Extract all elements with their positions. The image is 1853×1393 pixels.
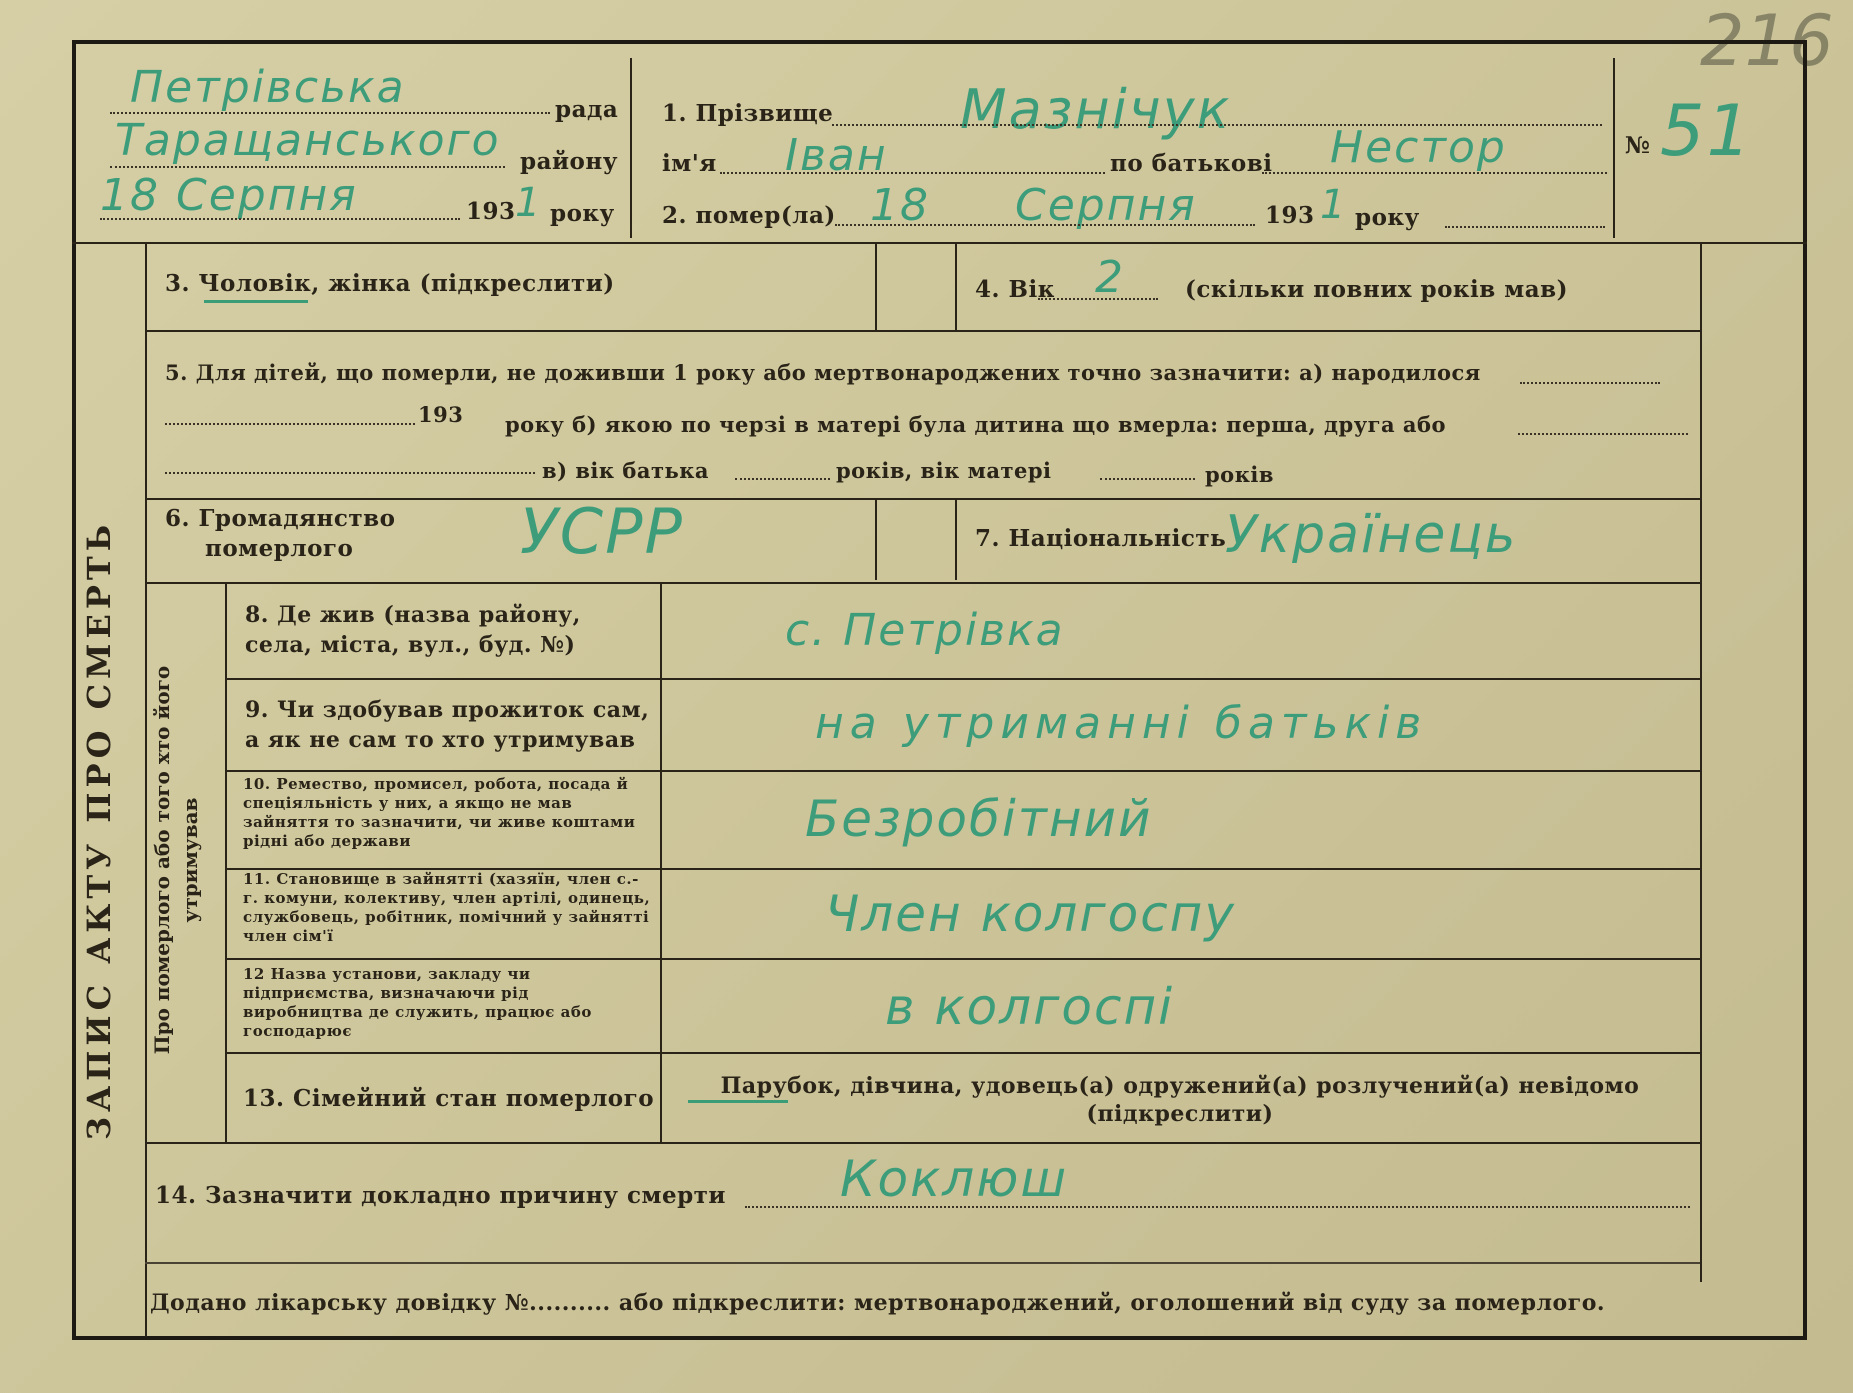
surname-handwritten: Мазнічук bbox=[960, 78, 1232, 141]
vertical-group-title: Про померлого або того хто його утримував bbox=[150, 665, 202, 1055]
death-year-digit-handwritten: 1 bbox=[1320, 182, 1348, 228]
child-info-line2: року б) якою по черзі в матері була дитина що вмерла: перша, друга або bbox=[505, 412, 1447, 437]
child-info-line1: 5. Для дітей, що померли, не доживши 1 року або мертвонароджених точно зазначити: а) народилося bbox=[165, 360, 1481, 385]
header-divider bbox=[630, 58, 632, 238]
child-info-line3: в) вік батька bbox=[542, 458, 710, 483]
support-handwritten: на утриманні батьків bbox=[815, 698, 1428, 749]
form-frame bbox=[72, 40, 1807, 1340]
position-handwritten: Член колгоспу bbox=[825, 885, 1236, 943]
roku-label: року bbox=[550, 200, 615, 227]
name-handwritten: Іван bbox=[785, 130, 888, 181]
record-number-label: № bbox=[1625, 132, 1651, 159]
occupation-handwritten: Безробітний bbox=[805, 790, 1153, 848]
left-title-column-line bbox=[145, 242, 147, 1337]
number-box-divider bbox=[1613, 58, 1615, 238]
position-label: 11. Становище в зайнятті (хазяїн, член с.-г. комуни, колективу, член артілі, одинець, службовець, робітник, помічний у зайнятті член сім'ї bbox=[243, 870, 651, 945]
death-date-label: 2. помер(ла) bbox=[662, 202, 836, 229]
death-day-handwritten: 18 bbox=[870, 180, 930, 231]
citizenship-label1: 6. Громадянство bbox=[165, 505, 396, 532]
marital-status-options: Парубок, дівчина, удовець(а) одружений(а) розлучений(а) невідомо (підкреслити) bbox=[720, 1073, 1640, 1127]
age-suffix: (скільки повних років мав) bbox=[1185, 276, 1569, 303]
marital-status-label: 13. Сімейний стан померлого bbox=[243, 1085, 655, 1112]
sex-label: 3. Чоловік, жінка (підкреслити) bbox=[165, 270, 615, 297]
vertical-form-title: ЗАПИС АКТУ ПРО СМЕРТЬ bbox=[80, 519, 118, 1140]
sex-underline bbox=[204, 300, 308, 303]
workplace-handwritten: в колгоспі bbox=[885, 978, 1175, 1036]
death-year-prefix: 193 bbox=[1265, 202, 1315, 229]
occupation-label: 10. Ремество, промисел, робота, посада й спеціяльність у них, а якщо не мав зайняття то зазначити, чи живе коштами рідні або держави bbox=[243, 775, 636, 850]
child-info-line3c: років bbox=[1205, 462, 1274, 487]
rada-label: рада bbox=[555, 96, 619, 123]
date-handwritten: 18 Серпня bbox=[100, 170, 358, 221]
residence-label: 8. Де жив (назва району, села, міста, вул., буд. №) bbox=[245, 602, 581, 658]
residence-handwritten: с. Петрівка bbox=[785, 605, 1065, 656]
year-prefix: 193 bbox=[466, 198, 516, 225]
rayon-handwritten: Таращанського bbox=[115, 115, 501, 166]
surname-label: 1. Прізвище bbox=[662, 100, 834, 127]
rayon-label: району bbox=[520, 148, 618, 175]
death-month-handwritten: Серпня bbox=[1015, 180, 1197, 231]
name-label: ім'я bbox=[662, 150, 717, 177]
right-margin-line bbox=[1700, 242, 1702, 1282]
death-roku-label: року bbox=[1355, 204, 1420, 231]
rada-handwritten: Петрівська bbox=[130, 62, 406, 113]
child-info-year: 193 bbox=[418, 402, 464, 427]
citizenship-handwritten: УСРР bbox=[520, 495, 684, 568]
archive-number: 216 bbox=[1700, 0, 1834, 82]
cause-handwritten: Коклюш bbox=[840, 1150, 1069, 1208]
support-label: 9. Чи здобував прожиток сам, а як не сам то хто утримував bbox=[245, 697, 650, 753]
citizenship-label2: померлого bbox=[205, 535, 354, 562]
marital-status-underline bbox=[688, 1100, 788, 1103]
child-info-line3b: років, вік матері bbox=[836, 458, 1052, 483]
nationality-label: 7. Національність bbox=[975, 525, 1227, 552]
workplace-label: 12 Назва установи, закладу чи підприємства, визначаючи рід виробництва де служить, працює або господарює bbox=[243, 965, 592, 1040]
nationality-handwritten: Українець bbox=[1225, 505, 1518, 565]
patronymic-label: по батькові bbox=[1110, 150, 1273, 177]
record-number-handwritten: 51 bbox=[1660, 90, 1754, 172]
year-digit-handwritten: 1 bbox=[515, 180, 543, 226]
header-bottom-line bbox=[72, 242, 1807, 244]
cause-label: 14. Зазначити докладно причину смерти bbox=[155, 1182, 726, 1209]
footer-note: Додано лікарську довідку №.......... або підкреслити: мертвонароджений, оголошений від суду за померлого. bbox=[150, 1290, 1606, 1316]
age-handwritten: 2 bbox=[1095, 252, 1125, 303]
patronymic-handwritten: Нестор bbox=[1330, 122, 1507, 173]
age-label: 4. Вік bbox=[975, 276, 1055, 303]
